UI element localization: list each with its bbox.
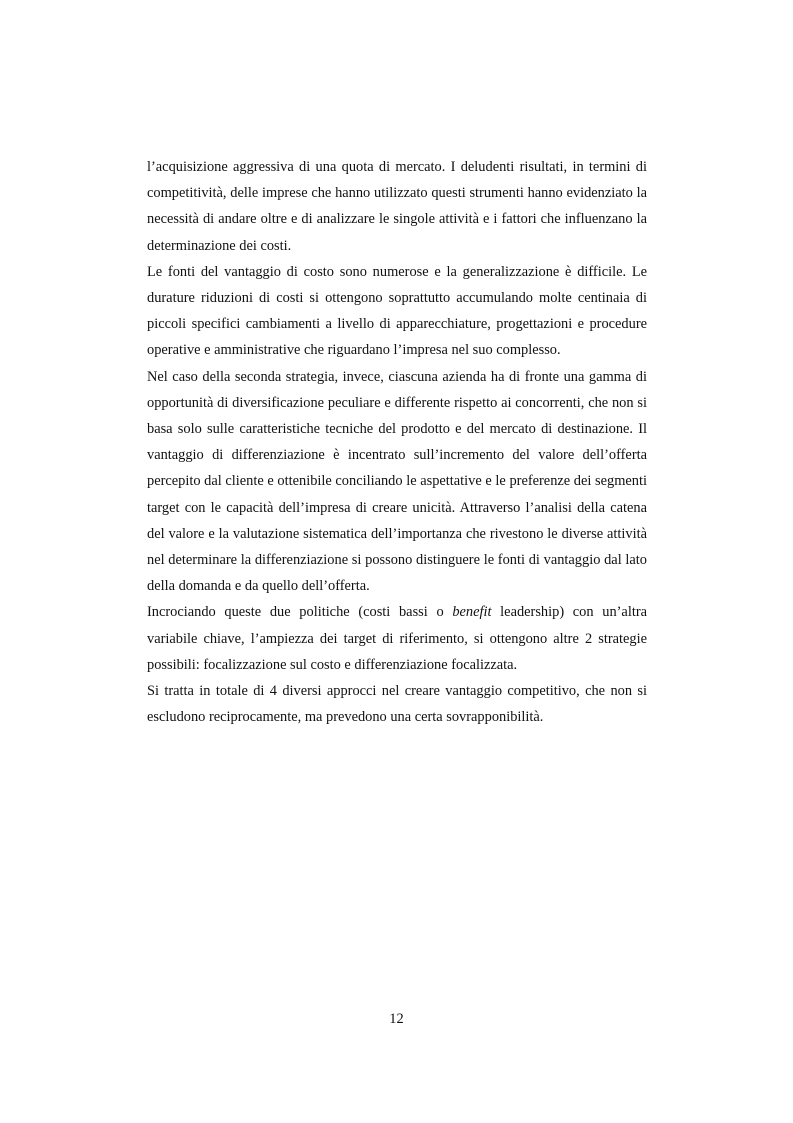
paragraph-cost-leadership-results: l’acquisizione aggressiva di una quota di mercato. I deludenti risultati, in termini di competitività, delle imprese che hanno utilizzato questi strumenti hanno evidenziato la necessità di andare oltre e di analizzare le singole attività e i fattori che influenzano la determinazione dei costi. xyxy=(147,159,647,254)
paragraph-focus-text-after: leadership) con un’altra variabile chiave, l’ampiezza dei target di riferimento, si ottengono altre 2 strategie possibili: focalizzazione sul costo e differenziazione focalizzata. xyxy=(147,604,647,673)
body-text xyxy=(147,154,647,730)
paragraph-four-approaches: Si tratta in totale di 4 diversi approcci nel creare vantaggio competitivo, che non si escludono reciprocamente, ma prevedono una certa sovrapponibilità. xyxy=(147,683,647,726)
emphasis-benefit: benefit xyxy=(452,604,492,621)
paragraph-focus-strategies xyxy=(147,599,647,678)
paragraph-differentiation-strategy: Nel caso della seconda strategia, invece, ciascuna azienda ha di fronte una gamma di opportunità di diversificazione peculiare e differente rispetto ai concorrenti, che non si basa solo sulle caratteristiche tecniche del prodotto e del mercato di destinazione. Il vantaggio di differenziazione è incentrato sull’incremento del valore dell’offerta percepito dal cliente e ottenibile conciliando le aspettative e le preferenze dei segmenti target con le capacità dell’impresa di creare unicità. Attraverso l’analisi della catena del valore e la valutazione sistematica dell’importanza che rivestono le diverse attività nel determinare la differenziazione si possono distinguere le fonti di vantaggio dal lato della domanda e da quello dell’offerta. xyxy=(147,368,647,595)
paragraph-focus-text-before: Incrociando queste due politiche (costi bassi o xyxy=(147,604,453,621)
page-number: 12 xyxy=(389,1011,404,1027)
paragraph-cost-advantage-sources: Le fonti del vantaggio di costo sono numerose e la generalizzazione è difficile. Le durature riduzioni di costi si ottengono soprattutto accumulando molte centinaia di piccoli specifici cambiamenti a livello di apparecchiature, progettazioni e procedure operative e amministrative che riguardano l’impresa nel suo complesso. xyxy=(147,263,647,359)
